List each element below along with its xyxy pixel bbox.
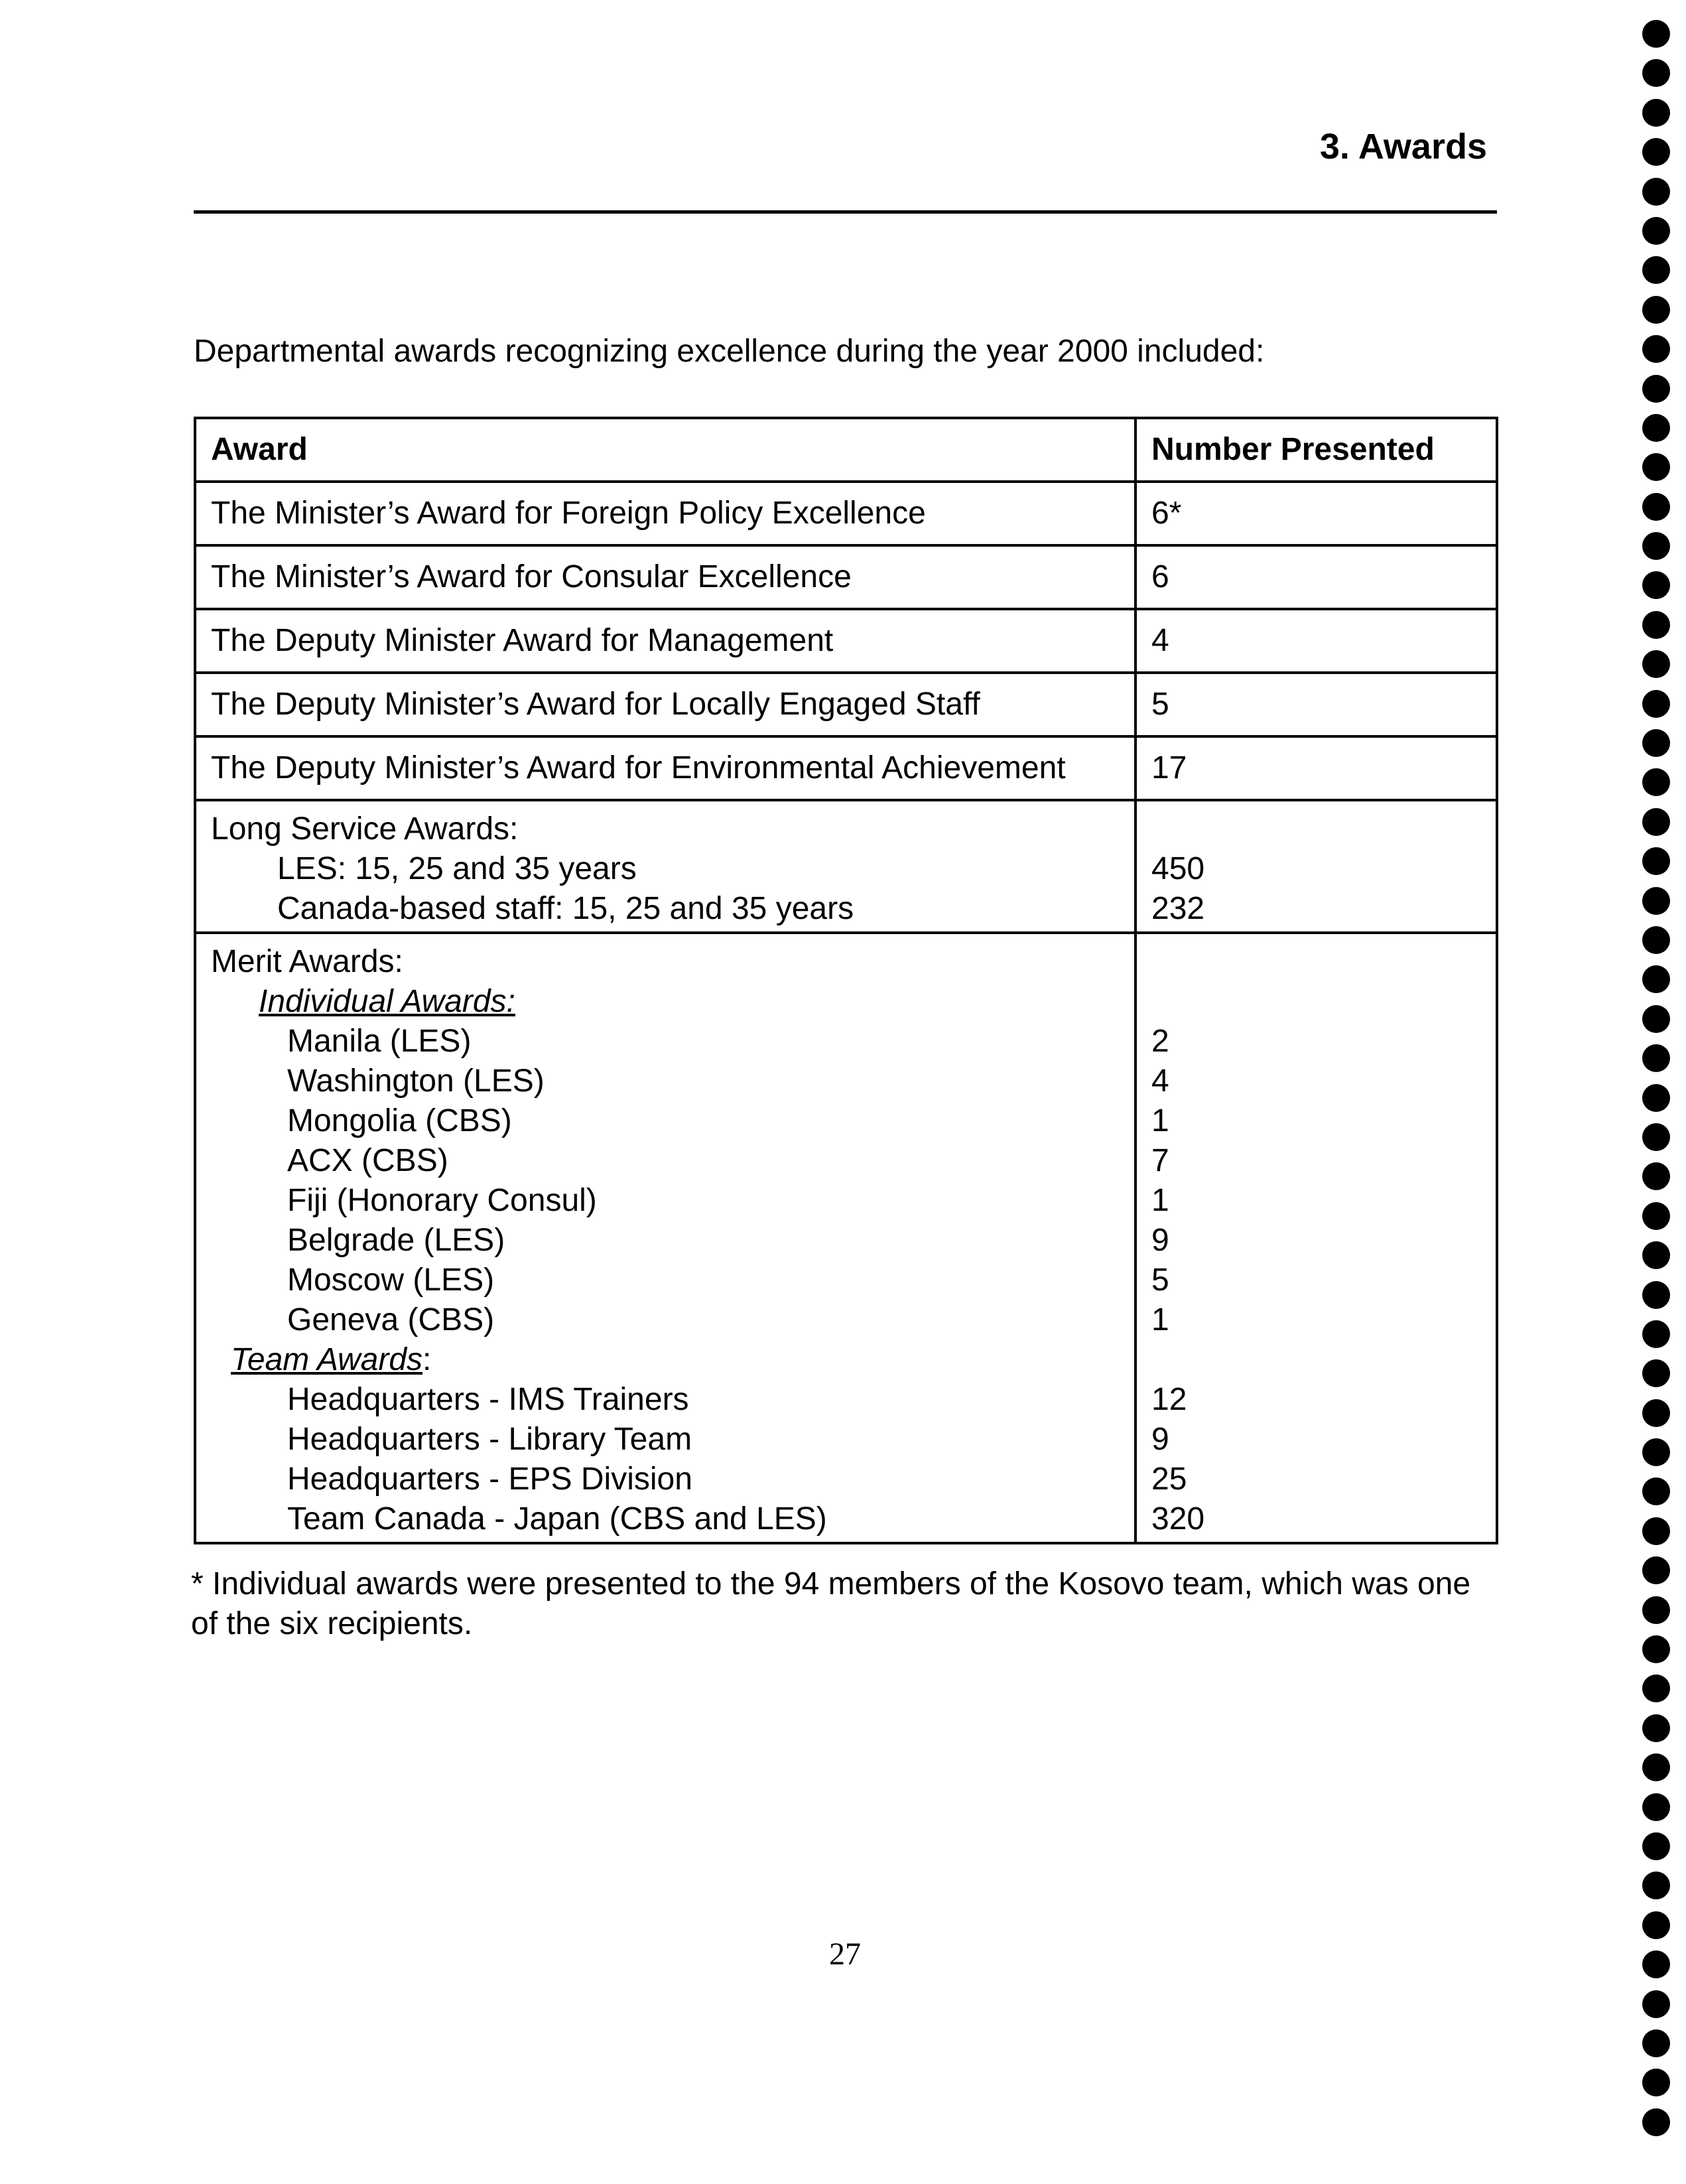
team-awards-label: Team Awards [231,1342,423,1377]
binding-hole [1642,1674,1670,1702]
long-service-count: 450 [1151,851,1205,886]
individual-award-count: 1 [1151,1183,1169,1218]
table-row [195,482,1497,545]
award-count: 6* [1135,482,1497,545]
award-count: 5 [1135,673,1497,736]
binding-hole [1642,59,1670,87]
binding-hole [1642,1832,1670,1860]
binding-hole [1642,965,1670,993]
individual-award-count: 7 [1151,1143,1169,1178]
award-name: The Deputy Minister’s Award for Environmental Achievement [195,736,1135,800]
team-award-count: 320 [1151,1501,1205,1536]
binding-hole [1642,99,1670,127]
binding-hole [1642,1793,1670,1821]
long-service-item: Canada-based staff: 15, 25 and 35 years [277,891,854,926]
awards-table [194,417,1498,1544]
binding-hole [1642,808,1670,836]
individual-award-item: Mongolia (CBS) [287,1103,512,1138]
page-number: 27 [829,1937,861,1972]
team-award-count: 9 [1151,1422,1169,1457]
individual-award-item: Washington (LES) [287,1063,545,1099]
individual-award-count: 2 [1151,1024,1169,1059]
team-awards-heading [211,1340,1120,1380]
team-award-count: 25 [1151,1462,1187,1497]
binding-hole [1642,1320,1670,1348]
long-service-counts [1135,800,1497,933]
binding-hole [1642,1005,1670,1033]
long-service-item: LES: 15, 25 and 35 years [277,851,637,886]
footnote: * Individual awards were presented to the 94 members of the Kosovo team, which was one of the six recipients. [191,1566,1471,1641]
team-award-item: Team Canada - Japan (CBS and LES) [287,1501,827,1536]
binding-hole [1642,768,1670,796]
binding-hole [1642,887,1670,915]
column-header-award: Award [195,418,1135,482]
binding-hole [1642,1477,1670,1505]
binding-hole [1642,375,1670,403]
award-count: 6 [1135,545,1497,609]
individual-award-item: Geneva (CBS) [287,1302,495,1337]
team-award-item: Headquarters - Library Team [287,1422,692,1457]
long-service-row [195,800,1497,933]
award-count: 4 [1135,609,1497,673]
table-header-row [195,418,1497,482]
binding-hole [1642,1044,1670,1072]
individual-award-item: ACX (CBS) [287,1143,448,1178]
binding-hole [1642,1714,1670,1742]
long-service-count: 232 [1151,891,1205,926]
intro-text: Departmental awards recognizing excellence during the year 2000 included: [194,334,1265,369]
binding-hole [1642,1241,1670,1269]
binding-hole [1642,1438,1670,1466]
section-title: 3. Awards [1319,127,1487,167]
long-service-labels [195,800,1135,933]
binding-hole [1642,1753,1670,1781]
individual-award-item: Moscow (LES) [287,1263,495,1298]
binding-hole [1642,1596,1670,1624]
individual-awards-heading: Individual Awards: [259,984,515,1019]
binding-hole [1642,256,1670,284]
table-row [195,673,1497,736]
binding-hole [1642,1950,1670,1978]
table-row [195,736,1497,800]
binding-hole [1642,1084,1670,1112]
binding-hole [1642,217,1670,245]
binding-hole [1642,20,1670,48]
binding-hole [1642,296,1670,324]
team-award-count: 12 [1151,1382,1187,1417]
long-service-heading: Long Service Awards: [211,811,519,847]
binding-hole [1642,611,1670,639]
binding-hole [1642,650,1670,678]
binding-hole [1642,1556,1670,1584]
binding-hole [1642,2029,1670,2057]
binding-hole [1642,1202,1670,1230]
table-row [195,609,1497,673]
merit-counts [1135,933,1497,1543]
binding-hole [1642,926,1670,954]
team-award-item: Headquarters - EPS Division [287,1462,692,1497]
binding-hole [1642,1635,1670,1663]
binding-hole [1642,453,1670,481]
binding-hole [1642,493,1670,521]
binding-hole [1642,1281,1670,1309]
award-count: 17 [1135,736,1497,800]
merit-row [195,933,1497,1543]
merit-heading: Merit Awards: [211,944,403,979]
binding-hole [1642,532,1670,560]
award-name: The Minister’s Award for Foreign Policy Excellence [195,482,1135,545]
binding-hole [1642,1872,1670,1899]
binding-hole [1642,1162,1670,1190]
column-header-number: Number Presented [1135,418,1497,482]
individual-award-item: Fiji (Honorary Consul) [287,1183,597,1218]
individual-award-count: 1 [1151,1103,1169,1138]
binding-hole [1642,138,1670,166]
merit-labels [195,933,1135,1543]
team-award-item: Headquarters - IMS Trainers [287,1382,689,1417]
binding-hole [1642,1990,1670,2018]
binding-hole [1642,571,1670,599]
individual-award-count: 5 [1151,1263,1169,1298]
award-name: The Deputy Minister’s Award for Locally Engaged Staff [195,673,1135,736]
binding-hole [1642,335,1670,363]
award-name: The Deputy Minister Award for Management [195,609,1135,673]
individual-award-item: Belgrade (LES) [287,1223,505,1258]
section-divider [194,210,1497,214]
binding-hole [1642,690,1670,718]
binding-hole [1642,414,1670,442]
individual-award-count: 9 [1151,1223,1169,1258]
binding-hole [1642,1517,1670,1545]
binding-hole [1642,1911,1670,1939]
table-row [195,545,1497,609]
award-name: The Minister’s Award for Consular Excellence [195,545,1135,609]
individual-award-item: Manila (LES) [287,1024,472,1059]
binding-hole [1642,1399,1670,1427]
binding-hole [1642,2069,1670,2096]
binding-holes [1642,20,1682,2148]
individual-award-count: 1 [1151,1302,1169,1337]
binding-hole [1642,1359,1670,1387]
binding-hole [1642,729,1670,757]
binding-hole [1642,2108,1670,2136]
binding-hole [1642,178,1670,206]
binding-hole [1642,847,1670,875]
individual-award-count: 4 [1151,1063,1169,1099]
team-awards-colon: : [422,1342,432,1377]
binding-hole [1642,1123,1670,1151]
